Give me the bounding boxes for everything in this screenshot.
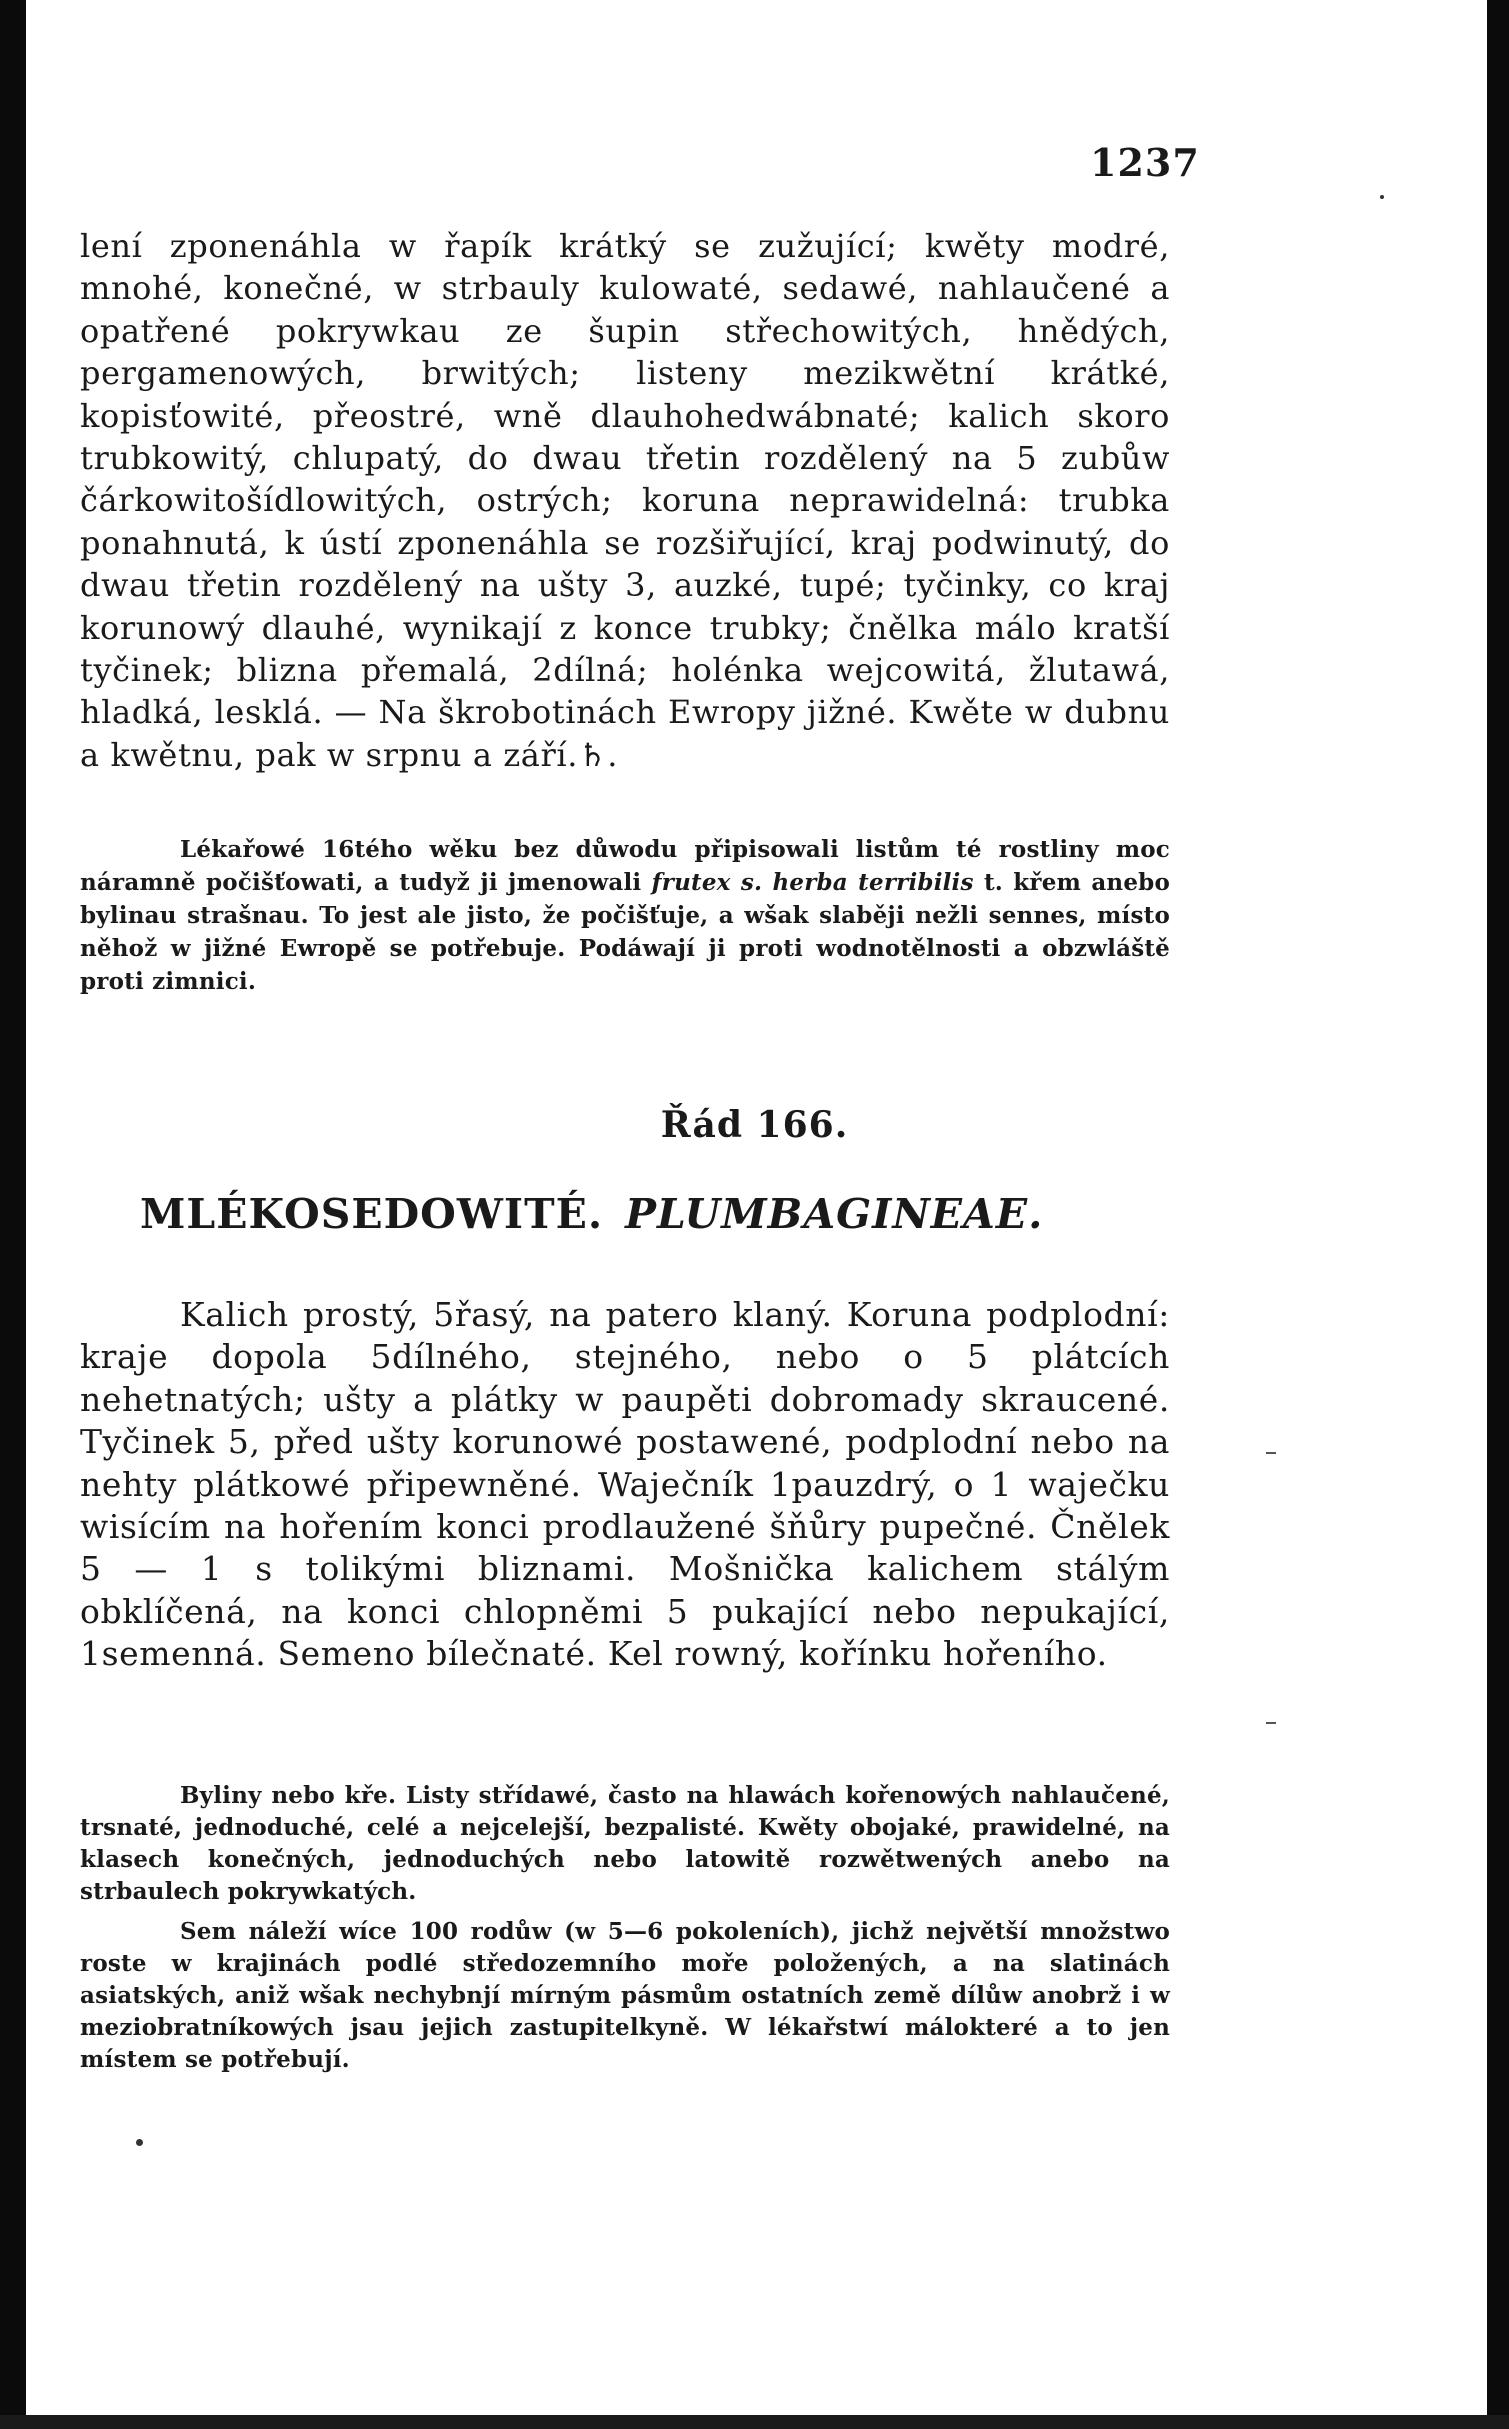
scan-mark bbox=[1266, 1452, 1276, 1454]
medicinal-note bbox=[80, 833, 1170, 998]
scan-speck bbox=[1380, 195, 1384, 199]
scan-edge-left bbox=[0, 0, 26, 2429]
family-distribution: Sem náleží wíce 100 rodůw (w 5—6 pokoleních), jichž největší množstwo roste w krajinách podlé středozemního moře položených, a na slatinách asiatských, aniž wšak nechybnjí mírným pásmům ostatních země dílůw anobrž i w meziobratníkowých jsau jejich zastupitelkyně. W lékařstwí málokteré a to jen místem se potřebují. bbox=[80, 1918, 1170, 2073]
scan-edge-right bbox=[1487, 0, 1509, 2429]
family-name-latin: PLUMBAGINEAE. bbox=[625, 1190, 1044, 1238]
medicinal-note-latin: frutex s. herba terribilis bbox=[651, 869, 974, 896]
page-number: 1237 bbox=[1090, 140, 1200, 185]
medicinal-note-text: Lékařowé 16tého wěku bez důwodu připisowali listům té rostliny moc náramně počišťowati, a tudyž ji jmenowali bbox=[80, 836, 1170, 896]
family-name-czech: MLÉKOSEDOWITÉ. bbox=[140, 1190, 604, 1238]
species-description: lení zponenáhla w řapík krátký se zužující; kwěty modré, mnohé, konečné, w strbauly kulowaté, sedawé, nahlaučené a opatřené pokrywkau ze šupin střechowitých, hnědých, pergamenowých, brwitých; listeny mezikwětní krátké, kopisťowité, přeostré, wně dlauhohedwábnaté; kalich skoro trubkowitý, chlupatý, do dwau třetin rozdělený na 5 zubůw čárkowitošídlowitých, ostrých; koruna neprawidelná: trubka ponahnutá, k ústí zponenáhla se rozšiřující, kraj podwinutý, do dwau třetin rozdělený na ušty 3, auzké, tupé; tyčinky, co kraj korunowý dlauhé, wynikají z konce trubky; čnělka málo kratší tyčinek; blizna přemalá, 2dílná; holénka wejcowitá, žlutawá, hladká, lesklá. — Na škrobotinách Ewropy jižné. Kwěte w dubnu a kwětnu, pak w srpnu a září.♄. bbox=[80, 227, 1170, 774]
scan-mark bbox=[1266, 1722, 1276, 1724]
order-heading: Řád 166. bbox=[660, 1104, 849, 1146]
scan-speck bbox=[136, 2139, 143, 2146]
scan-edge-bottom bbox=[0, 2415, 1509, 2429]
family-description: Byliny nebo kře. Listy střídawé, často na hlawách kořenowých nahlaučené, trsnaté, jednoduché, celé a nejcelejší, bezpalisté. Kwěty obojaké, prawidelné, na klasech konečných, jednoduchých nebo latowitě rozwětwených anebo na strbaulech pokrywkatých. bbox=[80, 1782, 1170, 1905]
family-characters: Kalich prostý, 5řasý, na patero klaný. Koruna podplodní: kraje dopola 5dílného, stejného, nebo o 5 plátcích nehetnatých; ušty a plátky w paupěti dobromady skraucené. Tyčinek 5, před ušty korunowé postawené, podplodní nebo na nehty plátkowé připewněné. Waječník 1pauzdrý, o 1 waječku wisícím na hořením konci prodlaužené šňůry pupečné. Čnělek 5 — 1 s tolikými bliznami. Mošnička kalichem stálým obklíčená, na konci chlopněmi 5 pukající nebo nepukající, 1semenná. Semeno bílečnaté. Kel rowný, kořínku hořeního. bbox=[80, 1295, 1170, 1674]
medicinal-note-text-end: t. křem anebo bylinau strašnau. To jest ale jisto, že počišťuje, a wšak slaběji nežli sennes, místo něhož w jižné Ewropě se potřebuje. Podáwají ji proti wodnotělnosti a obzwláště proti zimnici. bbox=[80, 869, 1171, 995]
family-heading bbox=[140, 1190, 1140, 1238]
